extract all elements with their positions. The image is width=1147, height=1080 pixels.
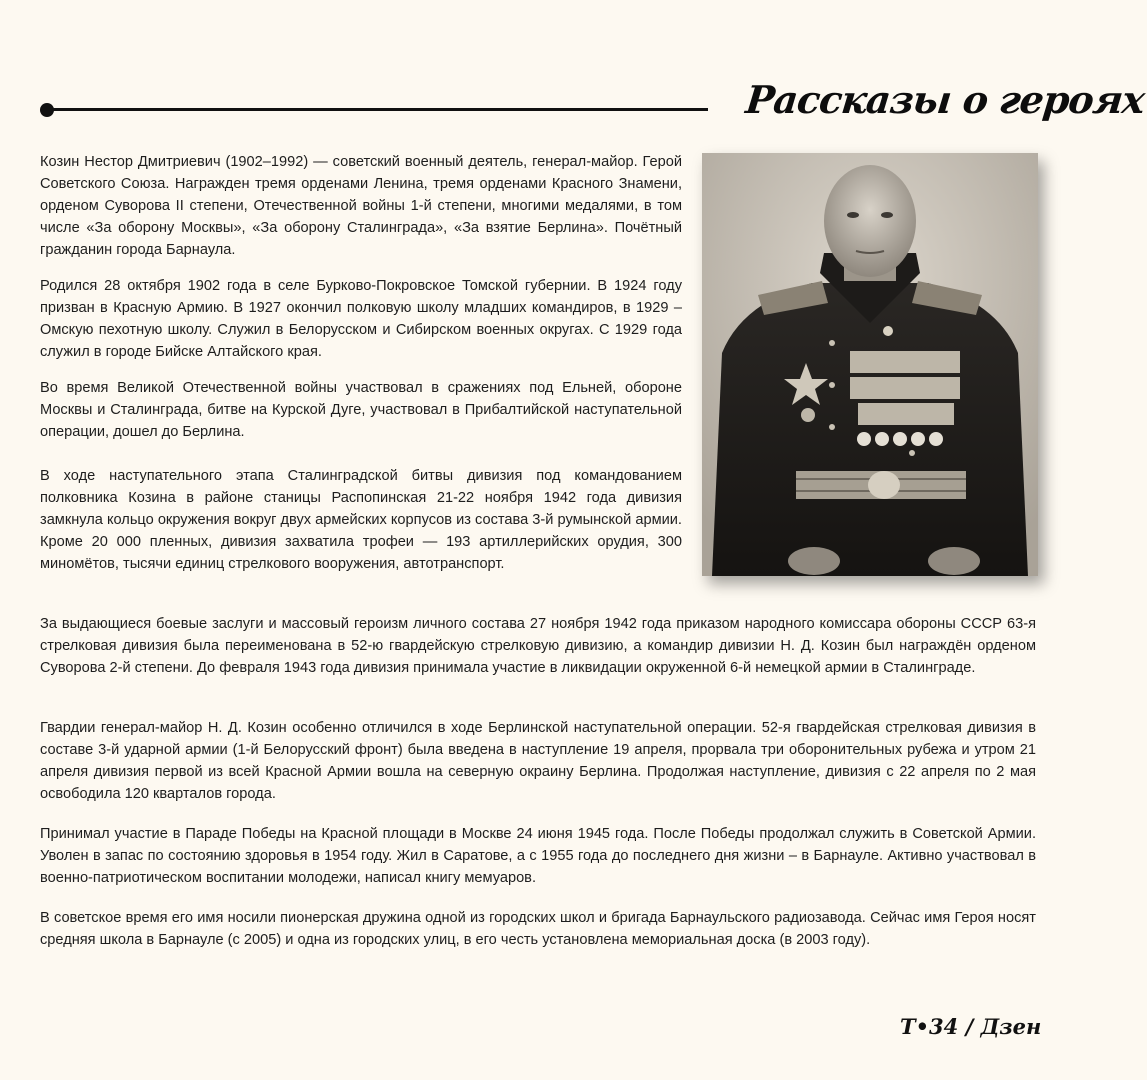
source-signature: Т•34 / Дзен [900, 1014, 1042, 1039]
page-title: Рассказы о героях [743, 77, 1147, 122]
article-paragraph: Во время Великой Отечественной войны участвовал в сражениях под Ельней, обороне Москвы и Сталинграда, битве на Курской Дуге, участвовал в Прибалтийской наступательной операции, дошел до Берлина. [40, 380, 682, 440]
article-paragraph: Козин Нестор Дмитриевич (1902–1992) — советский военный деятель, генерал-майор. Герой Советского Союза. Награжден тремя орденами Ленина, тремя орденами Красного Знамени, орденом Суворова II степени, Отечественной войны 1-й степени, многими медалями, в том числе «За оборону Москвы», «За оборону Сталинграда», «За взятие Берлина». Почётный гражданин города Барнаула. [40, 154, 682, 258]
portrait-image [702, 153, 1038, 576]
header-divider-line [40, 103, 708, 117]
portrait-photo [702, 153, 1038, 576]
divider-stroke [47, 108, 708, 111]
article-paragraph: В ходе наступательного этапа Сталинградской битвы дивизия под командованием полковника Козина в районе станицы Распопинская 21-22 ноября 1942 года дивизия замкнула кольцо окружения вокруг двух армейских корпусов из состава 3-й румынской армии. Кроме 20 000 пленных, дивизия захватила трофеи — 193 артиллерийских орудия, 300 миномётов, тысячи единиц стрелкового вооружения, автотранспорт. [40, 468, 682, 572]
article-paragraph: В советское время его имя носили пионерская дружина одной из городских школ и бригада Барнаульского радиозавода. Сейчас имя Героя носят средняя школа в Барнауле (с 2005) и одна из городских улиц, в его честь установлена мемориальная доска (в 2003 году). [40, 910, 1036, 948]
article-paragraph: Принимал участие в Параде Победы на Красной площади в Москве 24 июня 1945 года. После Победы продолжал служить в Советской Армии. Уволен в запас по состоянию здоровья в 1954 году. Жил в Саратове, а с 1955 года до последнего дня жизни – в Барнауле. Активно участвовал в военно-патриотическом воспитании молодежи, написал книгу мемуаров. [40, 826, 1036, 886]
article-paragraph: Гвардии генерал-майор Н. Д. Козин особенно отличился в ходе Берлинской наступательной операции. 52-я гвардейская стрелковая дивизия в составе 3-й ударной армии (1-й Белорусский фронт) была введена в наступление 19 апреля, прорвала три оборонительных рубежа и утром 21 апреля дивизия первой из всей Красной Армии вошла на северную окраину Берлина. Продолжая наступление, дивизия с 22 апреля по 2 мая освободила 120 кварталов города. [40, 720, 1036, 802]
article-paragraph: Родился 28 октября 1902 года в селе Бурково-Покровское Томской губернии. В 1924 году призван в Красную Армию. В 1927 окончил полковую школу младших командиров, в 1929 – Омскую пехотную школу. Служил в Белорусском и Сибирском военных округах. С 1929 года служил в городе Бийске Алтайского края. [40, 278, 682, 360]
article-paragraph: За выдающиеся боевые заслуги и массовый героизм личного состава 27 ноября 1942 года приказом народного комиссара обороны СССР 63-я стрелковая дивизия была переименована в 52-ю гвардейскую стрелковую дивизию, а командир дивизии Н. Д. Козин был награждён орденом Суворова 2-й степени. До февраля 1943 года дивизия принимала участие в ликвидации окруженной 6-й немецкой армии в Сталинграде. [40, 616, 1036, 676]
